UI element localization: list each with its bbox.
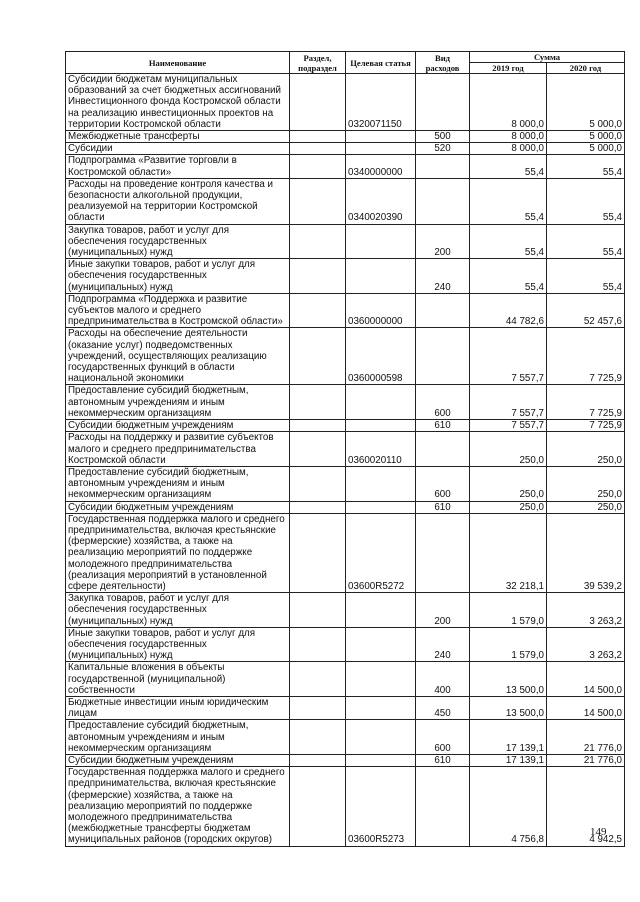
row-section [290, 74, 346, 131]
table-row [66, 466, 625, 501]
row-target-code: 0360000000 [346, 293, 416, 328]
row-expense-type: 610 [416, 420, 470, 432]
row-target-code [346, 593, 416, 628]
header-target: Целевая статья [346, 52, 416, 74]
row-sum-2019: 55,4 [470, 224, 547, 259]
row-sum-2020: 5 000,0 [547, 143, 625, 155]
row-section [290, 328, 346, 385]
row-sum-2020: 52 457,6 [547, 293, 625, 328]
row-expense-type [416, 432, 470, 467]
row-sum-2019: 7 557,7 [470, 385, 547, 420]
row-section [290, 259, 346, 294]
row-sum-2020: 250,0 [547, 501, 625, 513]
row-sum-2020: 39 539,2 [547, 513, 625, 592]
row-target-code [346, 143, 416, 155]
table-row [66, 74, 625, 131]
table-row [66, 259, 625, 294]
row-expense-type: 600 [416, 385, 470, 420]
row-name: Субсидии бюджетным учреждениям [66, 420, 290, 432]
row-section [290, 293, 346, 328]
row-section [290, 155, 346, 178]
row-sum-2019: 17 139,1 [470, 720, 547, 755]
row-name: Расходы на обеспечение деятельности (оказание услуг) подведомственных учреждений, осуществляющих реализацию государственных функций в области национальной экономики [66, 328, 290, 385]
row-section [290, 385, 346, 420]
table-row [66, 696, 625, 719]
row-sum-2019: 13 500,0 [470, 696, 547, 719]
row-name: Субсидии бюджетам муниципальных образований за счет бюджетных ассигнований Инвестиционного фонда Костромской области на реализацию инвестиционных проектов на территории Костромской области [66, 74, 290, 131]
row-sum-2019: 1 579,0 [470, 593, 547, 628]
row-name: Предоставление субсидий бюджетным, автономным учреждениям и иным некоммерческим организациям [66, 720, 290, 755]
row-sum-2020: 250,0 [547, 432, 625, 467]
row-name: Субсидии бюджетным учреждениям [66, 754, 290, 766]
row-sum-2020: 7 725,9 [547, 385, 625, 420]
table-row [66, 385, 625, 420]
table-row [66, 662, 625, 697]
row-expense-type: 520 [416, 143, 470, 155]
row-target-code [346, 754, 416, 766]
row-section [290, 432, 346, 467]
row-sum-2019: 32 218,1 [470, 513, 547, 592]
row-sum-2019: 13 500,0 [470, 662, 547, 697]
row-expense-type: 600 [416, 720, 470, 755]
row-sum-2020: 7 725,9 [547, 328, 625, 385]
row-sum-2019: 55,4 [470, 155, 547, 178]
row-target-code [346, 696, 416, 719]
row-section [290, 178, 346, 224]
row-sum-2020: 5 000,0 [547, 74, 625, 131]
table-row [66, 627, 625, 662]
row-name: Закупка товаров, работ и услуг для обеспечения государственных (муниципальных) нужд [66, 593, 290, 628]
row-sum-2020: 250,0 [547, 466, 625, 501]
table-row [66, 720, 625, 755]
row-sum-2019: 250,0 [470, 501, 547, 513]
table-row [66, 767, 625, 846]
row-name: Расходы на поддержку и развитие субъектов малого и среднего предпринимательства Костромской области [66, 432, 290, 467]
row-sum-2019: 44 782,6 [470, 293, 547, 328]
row-sum-2020: 55,4 [547, 178, 625, 224]
row-sum-2020: 55,4 [547, 224, 625, 259]
row-expense-type: 200 [416, 224, 470, 259]
row-sum-2020: 3 263,2 [547, 593, 625, 628]
row-sum-2019: 250,0 [470, 432, 547, 467]
header-name: Наименование [66, 52, 290, 74]
row-target-code [346, 466, 416, 501]
row-section [290, 131, 346, 143]
row-sum-2019: 55,4 [470, 178, 547, 224]
header-year-2019: 2019 год [470, 63, 547, 74]
row-expense-type: 500 [416, 131, 470, 143]
row-section [290, 593, 346, 628]
row-expense-type: 240 [416, 627, 470, 662]
row-expense-type: 450 [416, 696, 470, 719]
row-target-code: 0360020110 [346, 432, 416, 467]
table-row [66, 432, 625, 467]
row-sum-2019: 7 557,7 [470, 420, 547, 432]
row-sum-2020: 14 500,0 [547, 662, 625, 697]
row-name: Субсидии бюджетным учреждениям [66, 501, 290, 513]
row-target-code [346, 627, 416, 662]
row-sum-2019: 7 557,7 [470, 328, 547, 385]
row-sum-2020: 7 725,9 [547, 420, 625, 432]
row-expense-type: 600 [416, 466, 470, 501]
row-name: Расходы на проведение контроля качества и безопасности алкогольной продукции, реализуемой на территории Костромской области [66, 178, 290, 224]
row-section [290, 754, 346, 766]
row-target-code: 03600R5273 [346, 767, 416, 846]
row-name: Предоставление субсидий бюджетным, автономным учреждениям и иным некоммерческим организациям [66, 385, 290, 420]
row-sum-2020: 21 776,0 [547, 720, 625, 755]
row-target-code: 0360000598 [346, 328, 416, 385]
table-row [66, 224, 625, 259]
row-section [290, 224, 346, 259]
row-expense-type: 240 [416, 259, 470, 294]
table-row [66, 293, 625, 328]
row-section [290, 420, 346, 432]
row-section [290, 466, 346, 501]
row-sum-2019: 55,4 [470, 259, 547, 294]
header-section: Раздел, подраздел [290, 52, 346, 74]
row-section [290, 513, 346, 592]
row-expense-type: 400 [416, 662, 470, 697]
table-row [66, 155, 625, 178]
table-row [66, 754, 625, 766]
row-target-code: 0320071150 [346, 74, 416, 131]
row-section [290, 627, 346, 662]
row-sum-2020: 3 263,2 [547, 627, 625, 662]
row-expense-type [416, 293, 470, 328]
table-row [66, 328, 625, 385]
row-sum-2020: 14 500,0 [547, 696, 625, 719]
table-row [66, 501, 625, 513]
row-expense-type [416, 178, 470, 224]
header-expense-type: Вид расходов [416, 52, 470, 74]
row-target-code: 0340000000 [346, 155, 416, 178]
page-number: 149 [590, 826, 607, 838]
row-target-code [346, 720, 416, 755]
row-expense-type [416, 155, 470, 178]
row-target-code [346, 420, 416, 432]
budget-table [65, 51, 625, 847]
row-target-code: 0340020390 [346, 178, 416, 224]
row-name: Бюджетные инвестиции иным юридическим лицам [66, 696, 290, 719]
row-sum-2019: 8 000,0 [470, 143, 547, 155]
row-section [290, 143, 346, 155]
row-name: Предоставление субсидий бюджетным, автономным учреждениям и иным некоммерческим организациям [66, 466, 290, 501]
row-name: Субсидии [66, 143, 290, 155]
row-target-code [346, 385, 416, 420]
row-target-code [346, 259, 416, 294]
row-sum-2020: 55,4 [547, 155, 625, 178]
table-row [66, 593, 625, 628]
table-row [66, 513, 625, 592]
table-row [66, 131, 625, 143]
row-section [290, 662, 346, 697]
row-expense-type [416, 767, 470, 846]
row-name: Закупка товаров, работ и услуг для обеспечения государственных (муниципальных) нужд [66, 224, 290, 259]
row-sum-2019: 8 000,0 [470, 131, 547, 143]
row-name: Государственная поддержка малого и среднего предпринимательства, включая крестьянские (фермерские) хозяйства, а также на реализацию мероприятий по поддержке молодежного предпринимательства (межбюджетные трансферты бюджетам муниципальных районов (городских округов) [66, 767, 290, 846]
row-target-code: 03600R5272 [346, 513, 416, 592]
row-section [290, 720, 346, 755]
header-sum: Сумма [470, 52, 625, 63]
row-expense-type [416, 328, 470, 385]
row-expense-type: 200 [416, 593, 470, 628]
row-section [290, 696, 346, 719]
row-sum-2020: 21 776,0 [547, 754, 625, 766]
row-expense-type: 610 [416, 754, 470, 766]
row-name: Подпрограмма «Поддержка и развитие субъектов малого и среднего предпринимательства в Костромской области» [66, 293, 290, 328]
table-row [66, 420, 625, 432]
row-sum-2020: 5 000,0 [547, 131, 625, 143]
row-sum-2019: 1 579,0 [470, 627, 547, 662]
table-row [66, 143, 625, 155]
row-target-code [346, 501, 416, 513]
row-sum-2019: 17 139,1 [470, 754, 547, 766]
row-name: Межбюджетные трансферты [66, 131, 290, 143]
row-name: Иные закупки товаров, работ и услуг для обеспечения государственных (муниципальных) нужд [66, 259, 290, 294]
row-target-code [346, 224, 416, 259]
row-name: Подпрограмма «Развитие торговли в Костромской области» [66, 155, 290, 178]
table-body [66, 74, 625, 847]
row-target-code [346, 662, 416, 697]
row-name: Государственная поддержка малого и среднего предпринимательства, включая крестьянские (фермерские) хозяйства, а также на реализацию мероприятий по поддержке молодежного предпринимательства (реализация мероприятий в установленной сфере деятельности) [66, 513, 290, 592]
row-expense-type [416, 513, 470, 592]
row-sum-2019: 250,0 [470, 466, 547, 501]
row-sum-2019: 4 756,8 [470, 767, 547, 846]
row-sum-2020: 55,4 [547, 259, 625, 294]
row-sum-2019: 8 000,0 [470, 74, 547, 131]
row-section [290, 501, 346, 513]
row-name: Иные закупки товаров, работ и услуг для обеспечения государственных (муниципальных) нужд [66, 627, 290, 662]
row-target-code [346, 131, 416, 143]
row-expense-type [416, 74, 470, 131]
row-sum-2020: 4 942,5 [547, 767, 625, 846]
row-name: Капитальные вложения в объекты государственной (муниципальной) собственности [66, 662, 290, 697]
row-expense-type: 610 [416, 501, 470, 513]
row-section [290, 767, 346, 846]
header-year-2020: 2020 год [547, 63, 625, 74]
table-row [66, 178, 625, 224]
